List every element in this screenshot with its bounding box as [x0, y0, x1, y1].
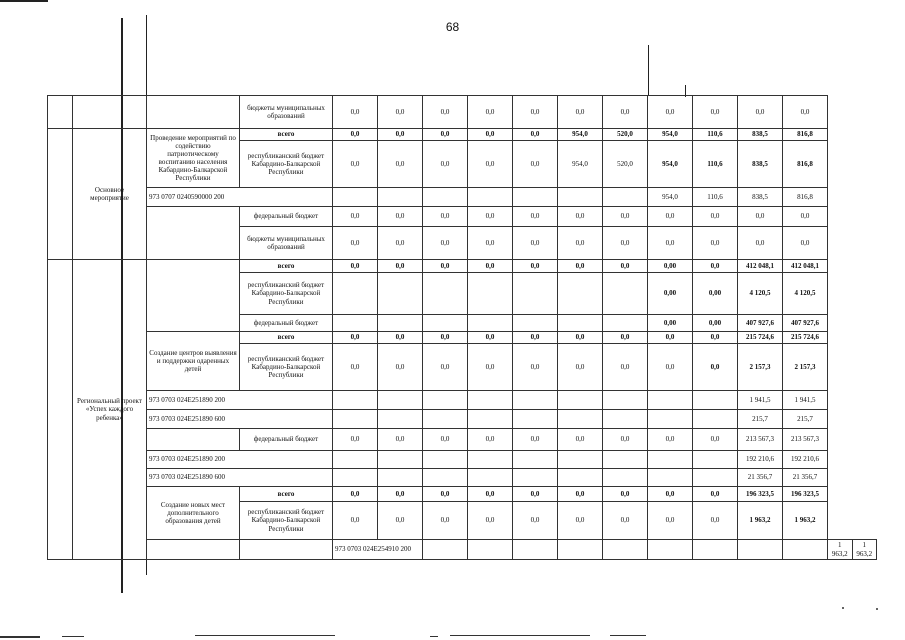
source-cell: республиканский бюджет Кабардино-Балкарской Республики [240, 273, 333, 315]
value-cell: 0,0 [333, 227, 378, 260]
value-cell [693, 451, 738, 469]
value-cell: 0,0 [693, 96, 738, 129]
value-cell: 192 210,6 [738, 451, 783, 469]
value-cell [378, 188, 423, 207]
scan-dot [842, 607, 844, 609]
source-cell: бюджеты муниципальных образований [240, 227, 333, 260]
value-cell: 0,0 [513, 344, 558, 391]
value-cell [333, 410, 378, 429]
table-row [48, 188, 877, 207]
value-cell: 215 724,6 [783, 332, 828, 344]
table-row [48, 129, 877, 141]
value-cell: 0,0 [378, 207, 423, 227]
value-cell [423, 273, 468, 315]
value-cell: 21 356,7 [738, 469, 783, 487]
value-cell: 0,00 [648, 315, 693, 332]
value-cell: 0,0 [693, 429, 738, 451]
value-cell [558, 410, 603, 429]
value-cell: 0,0 [333, 129, 378, 141]
value-cell: 110,6 [693, 141, 738, 188]
table-row [48, 391, 877, 410]
value-cell: 0,0 [333, 96, 378, 129]
value-cell [558, 540, 603, 560]
table-row [48, 469, 877, 487]
value-cell: 0,0 [423, 487, 468, 502]
value-cell [603, 315, 648, 332]
value-cell: 0,0 [378, 260, 423, 273]
value-cell: 1 941,5 [783, 391, 828, 410]
value-cell [468, 410, 513, 429]
value-cell [423, 540, 468, 560]
value-cell: 0,0 [468, 141, 513, 188]
value-cell: 0,0 [603, 487, 648, 502]
value-cell: 0,0 [468, 429, 513, 451]
value-cell: 0,0 [513, 332, 558, 344]
value-cell: 0,0 [648, 429, 693, 451]
value-cell [648, 391, 693, 410]
value-cell: 0,0 [513, 207, 558, 227]
left-margin-cell [147, 540, 240, 560]
value-cell: 0,0 [558, 260, 603, 273]
budget-code: 973 0703 024E251890 200 [147, 391, 333, 410]
value-cell: 0,0 [693, 344, 738, 391]
value-cell: 0,0 [423, 429, 468, 451]
value-cell [423, 410, 468, 429]
source-cell: всего [240, 487, 333, 502]
value-cell: 0,00 [693, 315, 738, 332]
scan-dot [876, 608, 878, 610]
budget-table [47, 95, 877, 560]
value-cell [558, 273, 603, 315]
value-cell: 4 120,5 [738, 273, 783, 315]
value-cell [513, 410, 558, 429]
value-cell: 0,0 [468, 344, 513, 391]
value-cell: 0,0 [648, 227, 693, 260]
value-cell [693, 469, 738, 487]
value-cell [603, 273, 648, 315]
value-cell [333, 391, 378, 410]
value-cell [423, 315, 468, 332]
value-cell [648, 469, 693, 487]
value-cell: 4 120,5 [783, 273, 828, 315]
value-cell [603, 540, 648, 560]
value-cell: 0,0 [693, 227, 738, 260]
value-cell: 0,0 [603, 260, 648, 273]
scan-mark [62, 636, 84, 637]
group-cell-empty [73, 96, 147, 129]
value-cell [378, 315, 423, 332]
value-cell: 954,0 [558, 141, 603, 188]
value-cell: 412 048,1 [738, 260, 783, 273]
value-cell: 0,0 [603, 227, 648, 260]
table-row [48, 260, 877, 273]
value-cell: 0,0 [333, 260, 378, 273]
value-cell [513, 469, 558, 487]
table-row [48, 96, 877, 129]
item-cell-empty [147, 96, 240, 129]
value-cell: 0,0 [423, 207, 468, 227]
value-cell: 0,0 [648, 207, 693, 227]
value-cell: 110,6 [693, 129, 738, 141]
value-cell: 0,0 [648, 344, 693, 391]
value-cell: 215,7 [738, 410, 783, 429]
value-cell [378, 469, 423, 487]
value-cell: 213 567,3 [783, 429, 828, 451]
value-cell [468, 469, 513, 487]
value-cell [423, 391, 468, 410]
value-cell: 1 963,2 [852, 540, 877, 560]
value-cell: 0,0 [603, 429, 648, 451]
value-cell: 0,0 [423, 332, 468, 344]
value-cell [468, 391, 513, 410]
value-cell: 0,0 [333, 207, 378, 227]
value-cell: 0,0 [603, 344, 648, 391]
item-label-patriotic: Проведение мероприятий по содействию патриотическому воспитанию населения Кабардино-Балкарской Республики [147, 129, 240, 188]
group-label-basic: Основное мероприятие [73, 129, 147, 260]
value-cell: 816,8 [783, 188, 828, 207]
source-cell: федеральный бюджет [240, 315, 333, 332]
value-cell: 0,0 [423, 260, 468, 273]
source-cell: федеральный бюджет [240, 207, 333, 227]
value-cell: 0,0 [378, 429, 423, 451]
table-row [48, 451, 877, 469]
scan-edge-top [0, 0, 48, 2]
value-cell: 0,0 [783, 227, 828, 260]
value-cell: 0,0 [513, 96, 558, 129]
value-cell: 0,0 [333, 487, 378, 502]
value-cell [513, 391, 558, 410]
value-cell: 0,0 [738, 96, 783, 129]
budget-code: 973 0703 024E251890 600 [147, 410, 333, 429]
budget-code: 973 0703 024E251890 600 [147, 469, 333, 487]
left-margin-cell [48, 96, 73, 129]
value-cell: 838,5 [738, 129, 783, 141]
value-cell: 520,0 [603, 129, 648, 141]
value-cell: 0,00 [648, 260, 693, 273]
value-cell: 0,0 [468, 227, 513, 260]
value-cell: 0,0 [558, 96, 603, 129]
group-cell-empty [240, 540, 333, 560]
value-cell: 0,0 [603, 96, 648, 129]
value-cell: 0,0 [648, 96, 693, 129]
value-cell [513, 540, 558, 560]
value-cell: 0,0 [333, 502, 378, 540]
budget-code: 973 0707 0240590000 200 [147, 188, 333, 207]
table-row [48, 540, 877, 560]
value-cell: 0,0 [468, 207, 513, 227]
value-cell: 954,0 [648, 188, 693, 207]
value-cell: 0,0 [603, 207, 648, 227]
value-cell: 0,0 [783, 207, 828, 227]
value-cell: 0,0 [693, 207, 738, 227]
value-cell: 0,0 [558, 332, 603, 344]
value-cell: 0,0 [378, 141, 423, 188]
value-cell: 0,0 [378, 344, 423, 391]
value-cell: 0,0 [558, 344, 603, 391]
table-row [48, 410, 877, 429]
value-cell: 192 210,6 [783, 451, 828, 469]
value-cell: 0,0 [513, 260, 558, 273]
value-cell: 0,00 [693, 273, 738, 315]
value-cell: 0,0 [513, 141, 558, 188]
value-cell [423, 451, 468, 469]
value-cell [423, 188, 468, 207]
item-label-gifted: Создание центров выявления и поддержки одаренных детей [147, 332, 240, 391]
value-cell: 0,0 [423, 129, 468, 141]
source-cell: федеральный бюджет [240, 429, 333, 451]
value-cell: 0,0 [378, 502, 423, 540]
value-cell [558, 469, 603, 487]
value-cell [738, 540, 783, 560]
value-cell: 0,0 [333, 344, 378, 391]
source-cell: всего [240, 260, 333, 273]
value-cell: 0,0 [648, 487, 693, 502]
source-cell: всего [240, 129, 333, 141]
value-cell [333, 469, 378, 487]
value-cell: 0,0 [738, 207, 783, 227]
value-cell [603, 451, 648, 469]
value-cell [513, 273, 558, 315]
value-cell: 0,0 [603, 332, 648, 344]
value-cell: 0,0 [513, 429, 558, 451]
value-cell: 0,0 [513, 487, 558, 502]
value-cell [333, 451, 378, 469]
value-cell: 0,0 [558, 487, 603, 502]
value-cell [603, 188, 648, 207]
value-cell: 0,0 [333, 141, 378, 188]
value-cell [468, 315, 513, 332]
value-cell [468, 540, 513, 560]
item-cell-empty [147, 260, 240, 332]
value-cell: 838,5 [738, 188, 783, 207]
value-cell: 21 356,7 [783, 469, 828, 487]
value-cell [333, 273, 378, 315]
value-cell [378, 410, 423, 429]
value-cell: 0,0 [468, 129, 513, 141]
value-cell: 954,0 [648, 141, 693, 188]
value-cell: 954,0 [648, 129, 693, 141]
value-cell [468, 273, 513, 315]
value-cell [468, 188, 513, 207]
value-cell: 0,0 [603, 502, 648, 540]
table-row [48, 332, 877, 344]
value-cell: 0,0 [468, 502, 513, 540]
source-cell: бюджеты муниципальных образований [240, 96, 333, 129]
value-cell: 196 323,5 [738, 487, 783, 502]
value-cell: 407 927,6 [738, 315, 783, 332]
source-cell: республиканский бюджет Кабардино-Балкарской Республики [240, 141, 333, 188]
value-cell: 0,0 [648, 332, 693, 344]
item-label-new-places: Создание новых мест дополнительного образования детей [147, 487, 240, 540]
value-cell: 0,0 [693, 487, 738, 502]
value-cell: 0,0 [738, 227, 783, 260]
value-cell [603, 469, 648, 487]
value-cell [513, 188, 558, 207]
value-cell: 1 963,2 [783, 502, 828, 540]
scan-mark [0, 636, 40, 638]
scan-mark [610, 635, 646, 636]
value-cell [423, 469, 468, 487]
table-row [48, 207, 877, 227]
value-cell: 0,0 [558, 227, 603, 260]
value-cell [378, 391, 423, 410]
value-cell: 0,00 [648, 273, 693, 315]
source-cell: республиканский бюджет Кабардино-Балкарской Республики [240, 502, 333, 540]
value-cell: 0,0 [423, 502, 468, 540]
value-cell [603, 410, 648, 429]
value-cell: 816,8 [783, 129, 828, 141]
value-cell: 838,5 [738, 141, 783, 188]
value-cell [558, 451, 603, 469]
value-cell: 0,0 [513, 129, 558, 141]
value-cell: 1 963,2 [738, 502, 783, 540]
value-cell: 0,0 [333, 332, 378, 344]
value-cell [603, 391, 648, 410]
page-number: 68 [445, 20, 460, 34]
value-cell: 0,0 [558, 207, 603, 227]
value-cell [378, 451, 423, 469]
value-cell: 0,0 [378, 227, 423, 260]
value-cell: 0,0 [468, 332, 513, 344]
value-cell: 196 323,5 [783, 487, 828, 502]
value-cell [333, 188, 378, 207]
item-cell-empty [147, 207, 240, 260]
budget-code: 973 0703 024E251890 200 [147, 451, 333, 469]
scan-line-vertical [648, 45, 649, 95]
value-cell: 2 157,3 [738, 344, 783, 391]
value-cell: 0,0 [468, 487, 513, 502]
scan-mark [195, 635, 335, 636]
value-cell: 215 724,6 [738, 332, 783, 344]
value-cell [513, 315, 558, 332]
value-cell: 0,0 [693, 260, 738, 273]
value-cell: 0,0 [423, 344, 468, 391]
value-cell: 0,0 [378, 332, 423, 344]
table-row [48, 487, 877, 502]
left-margin-cell [48, 129, 73, 260]
value-cell: 0,0 [513, 227, 558, 260]
value-cell: 0,0 [783, 96, 828, 129]
value-cell: 0,0 [693, 332, 738, 344]
value-cell [648, 451, 693, 469]
value-cell: 0,0 [648, 502, 693, 540]
source-cell: всего [240, 332, 333, 344]
table-row [48, 429, 877, 451]
item-cell-empty [147, 429, 240, 451]
value-cell [378, 273, 423, 315]
value-cell: 2 157,3 [783, 344, 828, 391]
value-cell [468, 451, 513, 469]
value-cell [648, 410, 693, 429]
value-cell: 0,0 [693, 502, 738, 540]
value-cell [333, 315, 378, 332]
source-cell: республиканский бюджет Кабардино-Балкарской Республики [240, 344, 333, 391]
value-cell: 0,0 [468, 260, 513, 273]
value-cell: 213 567,3 [738, 429, 783, 451]
value-cell: 1 941,5 [738, 391, 783, 410]
left-margin-cell [48, 260, 73, 560]
value-cell [648, 540, 693, 560]
value-cell: 407 927,6 [783, 315, 828, 332]
value-cell [693, 410, 738, 429]
scan-mark [450, 635, 590, 636]
value-cell: 816,8 [783, 141, 828, 188]
value-cell [558, 315, 603, 332]
value-cell: 0,0 [333, 429, 378, 451]
budget-code: 973 0703 024E254910 200 [333, 540, 423, 560]
value-cell: 0,0 [558, 502, 603, 540]
value-cell [513, 451, 558, 469]
value-cell: 0,0 [558, 429, 603, 451]
group-label-regional: Региональный проект «Успех каждого ребенка» [73, 260, 147, 560]
value-cell: 412 048,1 [783, 260, 828, 273]
value-cell: 0,0 [468, 96, 513, 129]
value-cell: 0,0 [423, 96, 468, 129]
scan-mark [430, 636, 438, 637]
value-cell: 215,7 [783, 410, 828, 429]
value-cell: 0,0 [513, 502, 558, 540]
value-cell: 0,0 [378, 487, 423, 502]
value-cell: 110,6 [693, 188, 738, 207]
value-cell: 0,0 [378, 129, 423, 141]
value-cell: 520,0 [603, 141, 648, 188]
value-cell [693, 540, 738, 560]
value-cell [693, 391, 738, 410]
value-cell [558, 188, 603, 207]
value-cell: 0,0 [423, 227, 468, 260]
value-cell: 954,0 [558, 129, 603, 141]
value-cell [783, 540, 828, 560]
value-cell: 0,0 [423, 141, 468, 188]
value-cell: 0,0 [378, 96, 423, 129]
value-cell: 1 963,2 [828, 540, 853, 560]
value-cell [558, 391, 603, 410]
